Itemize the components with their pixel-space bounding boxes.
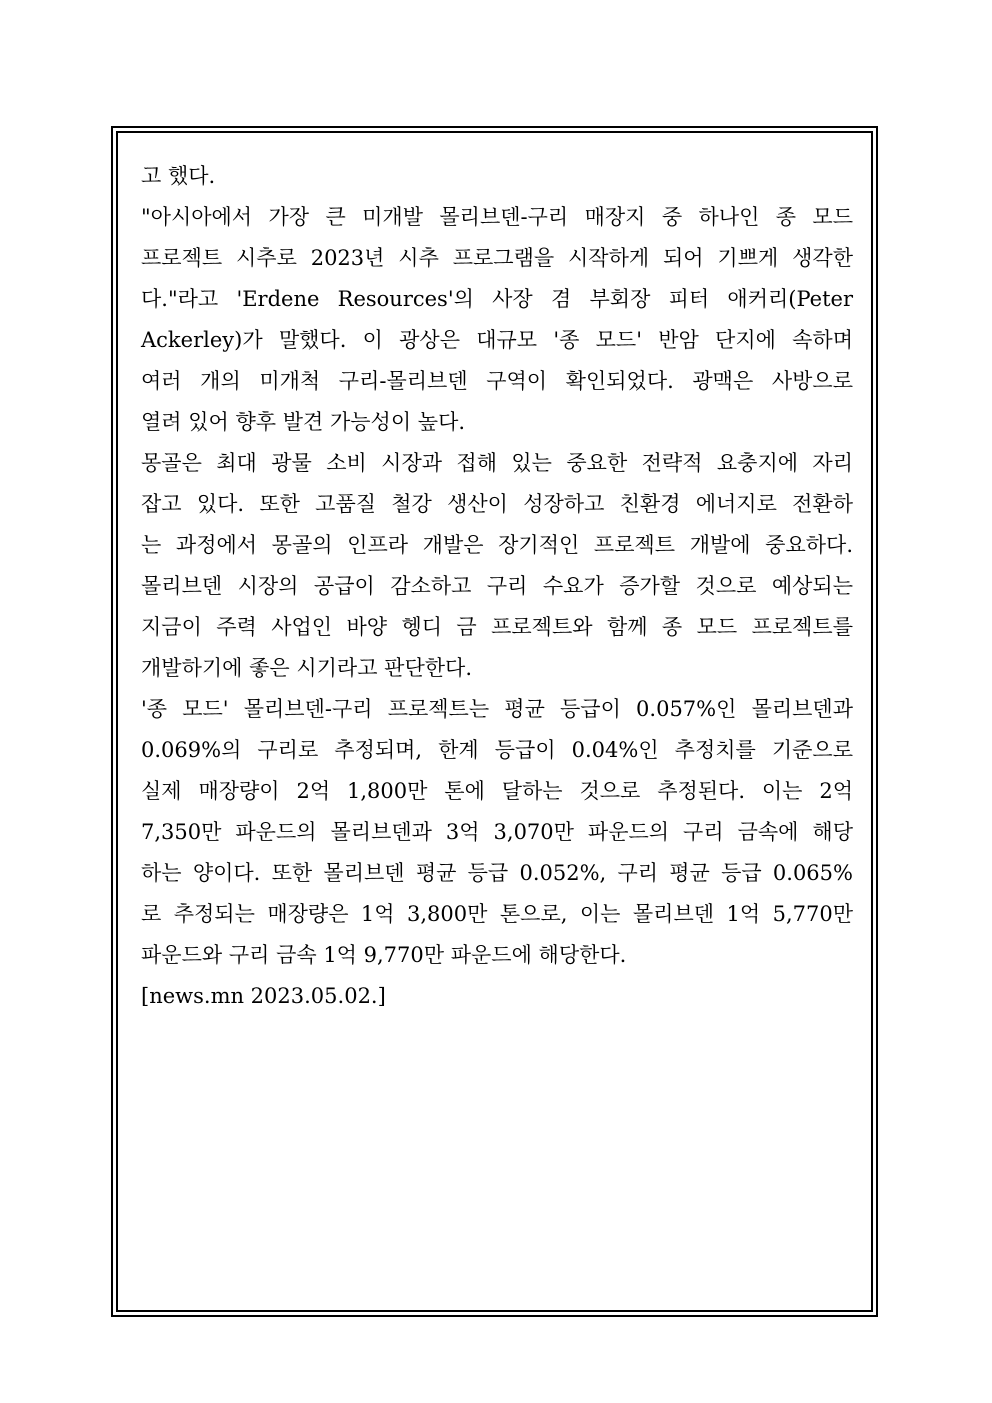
text-line: 0.069%의 구리로 추정되며, 한계 등급이 0.04%인 추정치를 기준으로 [141, 738, 853, 762]
text-line: 로 추정되는 매장량은 1억 3,800만 톤으로, 이는 몰리브덴 1억 5,770만 [141, 902, 853, 926]
text-line: 파운드와 구리 금속 1억 9,770만 파운드에 해당한다. [141, 943, 627, 967]
text-line: 프로젝트 시추로 2023년 시추 프로그램을 시작하게 되어 기쁘게 생각한 [141, 246, 853, 270]
text-line: 지금이 주력 사업인 바양 헹디 금 프로젝트와 함께 종 모드 프로젝트를 [141, 615, 853, 639]
text-line: 다."라고 'Erdene Resources'의 사장 겸 부회장 피터 애커리(Peter [141, 287, 853, 311]
text-line: '종 모드' 몰리브덴-구리 프로젝트는 평균 등급이 0.057%인 몰리브덴과 [141, 697, 853, 721]
text-line: 하는 양이다. 또한 몰리브덴 평균 등급 0.052%, 구리 평균 등급 0.065% [141, 861, 853, 885]
text-line: 여러 개의 미개척 구리-몰리브덴 구역이 확인되었다. 광맥은 사방으로 [141, 369, 853, 393]
text-line: 실제 매장량이 2억 1,800만 톤에 달하는 것으로 추정된다. 이는 2억 [141, 779, 853, 803]
text-line: 7,350만 파운드의 몰리브덴과 3억 3,070만 파운드의 구리 금속에 해당 [141, 820, 853, 844]
text-line: 개발하기에 좋은 시기라고 판단한다. [141, 656, 472, 680]
text-line: 고 했다. [141, 164, 216, 188]
source-citation: [news.mn 2023.05.02.] [141, 984, 386, 1008]
text-line: "아시아에서 가장 큰 미개발 몰리브덴-구리 매장지 중 하나인 종 모드 [141, 205, 853, 229]
text-line: 몰리브덴 시장의 공급이 감소하고 구리 수요가 증가할 것으로 예상되는 [141, 574, 853, 598]
text-line: 몽골은 최대 광물 소비 시장과 접해 있는 중요한 전략적 요충지에 자리 [141, 451, 853, 475]
document-body [141, 156, 853, 1017]
text-line: 는 과정에서 몽골의 인프라 개발은 장기적인 프로젝트 개발에 중요하다. [141, 533, 853, 557]
text-line: 열려 있어 향후 발견 가능성이 높다. [141, 410, 466, 434]
text-line: Ackerley)가 말했다. 이 광상은 대규모 '종 모드' 반암 단지에 속하며 [141, 328, 853, 352]
text-line: 잡고 있다. 또한 고품질 철강 생산이 성장하고 친환경 에너지로 전환하 [141, 492, 853, 516]
